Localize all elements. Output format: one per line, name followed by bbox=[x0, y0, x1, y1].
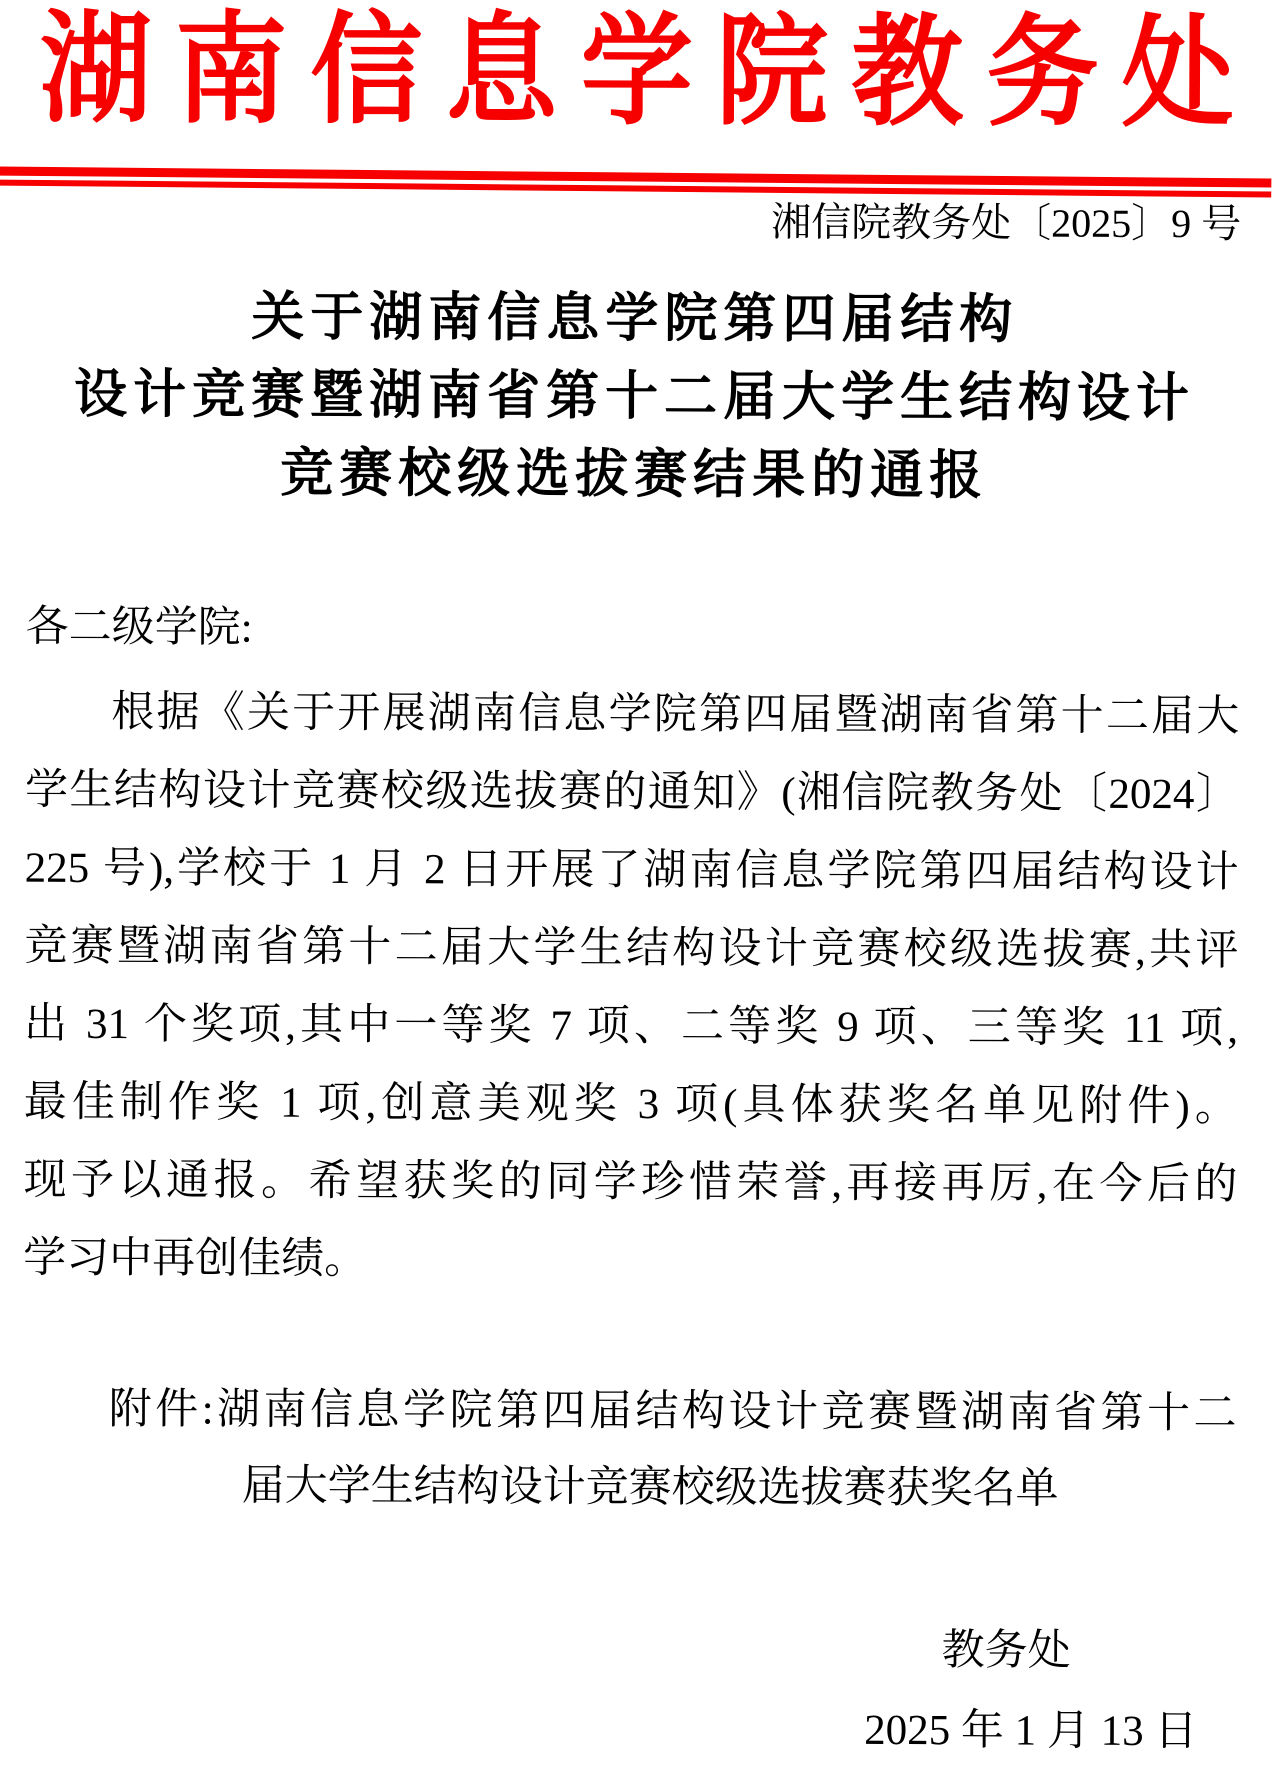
notice-title-line-1: 关于湖南信息学院第四届结构 bbox=[251, 287, 1019, 350]
letterhead-char: 信 bbox=[309, 4, 423, 140]
letterhead-char: 湖 bbox=[39, 3, 153, 139]
notice-title bbox=[0, 278, 1271, 517]
notice-title-line-3: 竞赛校级选拔赛结果的通报 bbox=[280, 444, 989, 506]
body-line: 学生结构设计竞赛校级选拔赛的通知》(湘信院教务处〔2024〕 bbox=[24, 767, 1240, 819]
letterhead-char: 务 bbox=[986, 7, 1099, 142]
body-line: 学习中再创佳绩。 bbox=[23, 1235, 368, 1284]
letterhead-char: 学 bbox=[580, 5, 694, 141]
attachment-line-2: 届大学生结构设计竞赛校级选拔赛获奖名单 bbox=[241, 1462, 1059, 1514]
signing-date: 2025 年 1 月 13 日 bbox=[864, 1707, 1198, 1756]
body-line: 最佳制作奖 1 项,创意美观奖 3 项(具体获奖名单见附件)。 bbox=[23, 1079, 1238, 1131]
signing-department: 教务处 bbox=[941, 1627, 1071, 1676]
letterhead-char: 南 bbox=[174, 4, 288, 139]
attachment-note bbox=[22, 1372, 1237, 1529]
body-line: 现予以通报。希望获奖的同学珍惜荣誉,再接再厉,在今后的 bbox=[23, 1157, 1238, 1209]
body-line: 出 31 个奖项,其中一等奖 7 项、二等奖 9 项、三等奖 11 项, bbox=[24, 1001, 1239, 1053]
attachment-line-1: 附件:湖南信息学院第四届结构设计竞赛暨湖南省第十二 bbox=[108, 1386, 1237, 1438]
document-body bbox=[21, 598, 1239, 1761]
main-paragraph bbox=[23, 674, 1239, 1303]
doc-number: 湘信院教务处〔2025〕9 号 bbox=[771, 199, 1242, 247]
salutation: 各二级学院: bbox=[25, 604, 253, 652]
red-divider bbox=[0, 167, 1271, 198]
letterhead-title bbox=[39, 3, 1235, 143]
body-line: 竞赛暨湖南省第十二届大学生结构设计竞赛校级选拔赛,共评 bbox=[24, 923, 1239, 975]
notice-title-line-2: 设计竞赛暨湖南省第十二届大学生结构设计 bbox=[73, 365, 1196, 429]
body-line: 225 号),学校于 1 月 2 日开展了湖南信息学院第四届结构设计 bbox=[24, 845, 1239, 897]
letterhead-char: 处 bbox=[1121, 7, 1235, 143]
body-line: 根据《关于开展湖南信息学院第四届暨湖南省第十二届大 bbox=[111, 689, 1240, 741]
letterhead-char: 教 bbox=[850, 6, 964, 142]
document-page bbox=[0, 3, 1272, 1775]
letterhead-char: 院 bbox=[715, 6, 829, 141]
letterhead-char: 息 bbox=[445, 5, 558, 140]
